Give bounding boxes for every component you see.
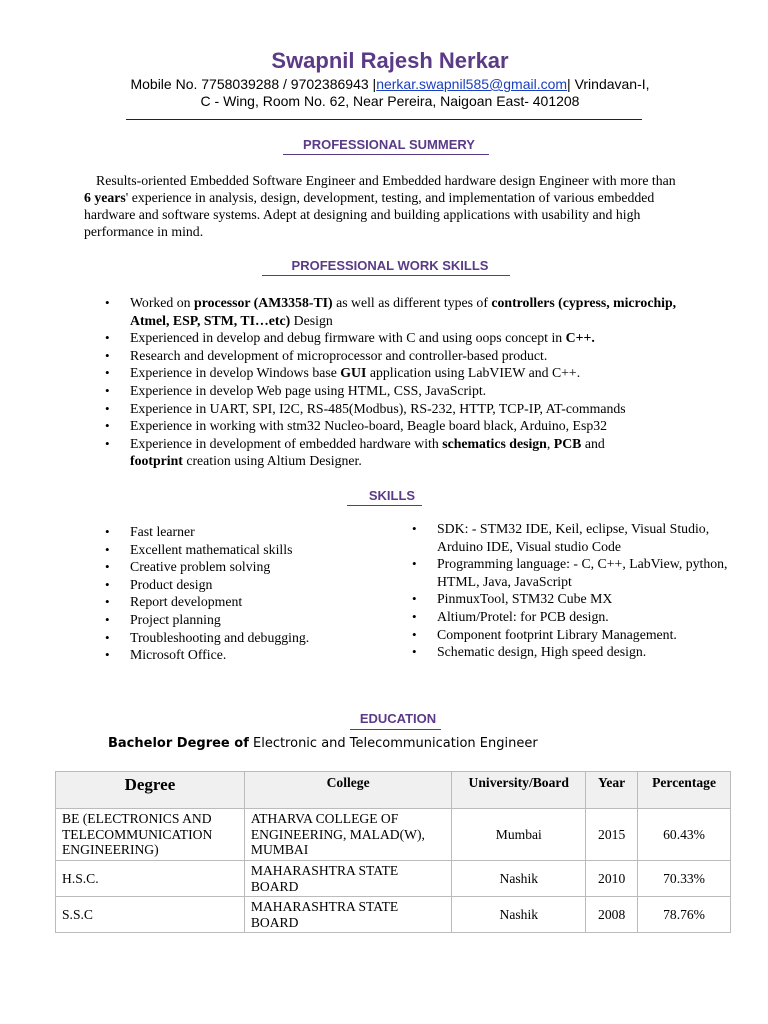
table-row	[56, 897, 731, 933]
skill-item: • Report development	[105, 593, 375, 611]
work-skill-text: Experience in UART, SPI, I2C, RS-485(Modbus), RS-232, HTTP, TCP-IP, AT-commands	[130, 400, 626, 416]
skills-right-list	[412, 520, 742, 661]
contact-line-2: C - Wing, Room No. 62, Near Pereira, Naigoan East- 401208	[200, 93, 580, 109]
skills-title: SKILLS	[368, 488, 416, 503]
skill-item: • Troubleshooting and debugging.	[105, 629, 375, 647]
table-row	[56, 809, 731, 861]
work-skills-title-underline	[262, 275, 510, 276]
education-title: EDUCATION	[359, 711, 437, 726]
cell-college: MAHARASHTRA STATE BOARD	[244, 861, 452, 897]
summary-part: Results-oriented Embedded Software Engineer and Embedded hardware design Engineer with more than	[96, 173, 676, 188]
work-skill-item	[105, 400, 705, 418]
cell-university: Mumbai	[452, 809, 586, 861]
work-skill-text: Experience in develop Windows base	[130, 365, 341, 381]
contact-block	[0, 76, 768, 110]
work-skill-text: Experience in develop Web page using HTML, CSS, JavaScript.	[130, 382, 487, 398]
col-degree: Degree	[56, 772, 245, 809]
work-skill-bold: PCB	[553, 435, 582, 451]
work-skill-bold: controllers (cypress, microchip, Atmel, ESP, STM, TI…etc)	[130, 295, 677, 328]
cell-degree: S.S.C	[56, 897, 245, 933]
cell-year: 2010	[586, 861, 638, 897]
skill-item: • Programming language: - C, C++, LabView, python, HTML, Java, JavaScript	[412, 555, 742, 590]
work-skill-item	[105, 417, 705, 435]
col-year: Year	[586, 772, 638, 809]
contact-line-1	[0, 76, 768, 93]
summary-years: 6 years	[84, 190, 126, 205]
cell-university: Nashik	[452, 861, 586, 897]
work-skill-text: Worked on	[130, 295, 195, 310]
skill-item: • Schematic design, High speed design.	[412, 643, 742, 661]
education-header-row	[56, 772, 731, 809]
cell-degree: BE (ELECTRONICS AND TELECOMMUNICATION ENGINEERING)	[56, 809, 245, 861]
work-skill-bold: C++.	[565, 330, 595, 346]
email-link[interactable]: nerkar.swapnil585@gmail.com	[376, 76, 568, 92]
cell-college: MAHARASHTRA STATE BOARD	[244, 897, 452, 933]
work-skill-item	[105, 347, 705, 365]
table-row	[56, 861, 731, 897]
skill-item: • Creative problem solving	[105, 558, 375, 576]
cell-college: ATHARVA COLLEGE OF ENGINEERING, MALAD(W), MUMBAI	[244, 809, 452, 861]
work-skill-item	[105, 382, 705, 400]
cell-degree: H.S.C.	[56, 861, 245, 897]
education-table	[55, 771, 731, 933]
col-percentage: Percentage	[638, 772, 731, 809]
work-skill-item	[105, 435, 705, 453]
skill-item: • SDK: - STM32 IDE, Keil, eclipse, Visual Studio, Arduino IDE, Visual studio Code	[412, 520, 742, 555]
work-skill-bold: footprint	[130, 453, 183, 469]
work-skill-bold: GUI	[340, 365, 367, 381]
degree-heading-rest: Electronic and Telecommunication Engineer	[248, 736, 538, 751]
work-skill-text: Experience in development of embedded hardware with	[130, 435, 443, 451]
work-skills-list	[105, 294, 705, 470]
skill-item: • PinmuxTool, STM32 Cube MX	[412, 590, 742, 608]
degree-heading-bold: Bachelor Degree of	[108, 736, 249, 751]
header-divider	[126, 119, 642, 120]
cell-university: Nashik	[452, 897, 586, 933]
skill-item: • Microsoft Office.	[105, 646, 375, 664]
work-skill-text: Research and development of microprocessor and controller-based product.	[130, 347, 548, 363]
work-skill-item	[105, 294, 705, 329]
work-skill-text: ,	[546, 435, 554, 451]
work-skill-text: Experience in working with stm32 Nucleo-board, Beagle board black, Arduino, Esp32	[130, 418, 608, 434]
work-skill-item	[105, 364, 705, 382]
skills-title-underline	[347, 505, 422, 506]
education-title-underline	[350, 729, 441, 730]
work-skill-text: and	[581, 435, 605, 451]
skills-left-list	[105, 523, 375, 664]
work-skill-text: as well as different types of	[332, 295, 492, 310]
skill-item: • Altium/Protel: for PCB design.	[412, 608, 742, 626]
degree-heading	[108, 736, 538, 751]
work-skills-title: PROFESSIONAL WORK SKILLS	[291, 258, 489, 273]
col-university: University/Board	[452, 772, 586, 809]
work-skill-bold: schematics design	[442, 435, 547, 451]
summary-text	[84, 172, 684, 240]
cell-year: 2008	[586, 897, 638, 933]
work-skill-text: Experienced in develop and debug firmware with C and using oops concept in	[130, 330, 566, 346]
cell-year: 2015	[586, 809, 638, 861]
phone-text: Mobile No. 7758039288 / 9702386943 |	[130, 76, 377, 92]
address-start: | Vrindavan-I,	[567, 76, 650, 92]
work-skill-text: Design	[290, 312, 333, 328]
work-skill-item	[105, 329, 705, 347]
summary-title: PROFESSIONAL SUMMERY	[303, 137, 475, 152]
cell-percentage: 70.33%	[638, 861, 731, 897]
skill-item: • Product design	[105, 576, 375, 594]
work-skill-text: creation using Altium Designer.	[182, 453, 362, 469]
summary-title-underline	[283, 154, 489, 155]
skill-item: • Project planning	[105, 611, 375, 629]
cell-percentage: 78.76%	[638, 897, 731, 933]
work-skill-bold: processor (AM3358-TI)	[194, 295, 333, 310]
skill-item: • Excellent mathematical skills	[105, 541, 375, 559]
work-skill-text: application using LabVIEW and C++.	[366, 365, 581, 381]
work-skill-item	[105, 452, 705, 470]
candidate-name: Swapnil Rajesh Nerkar	[271, 48, 509, 73]
col-college: College	[244, 772, 452, 809]
cell-percentage: 60.43%	[638, 809, 731, 861]
summary-part: ' experience in analysis, design, development, testing, and implementation of various embedded hardware and software systems. Adept at designing and building applications with usability and high performance in mind.	[84, 190, 655, 239]
skill-item: • Component footprint Library Management.	[412, 626, 742, 644]
skill-item: • Fast learner	[105, 523, 375, 541]
